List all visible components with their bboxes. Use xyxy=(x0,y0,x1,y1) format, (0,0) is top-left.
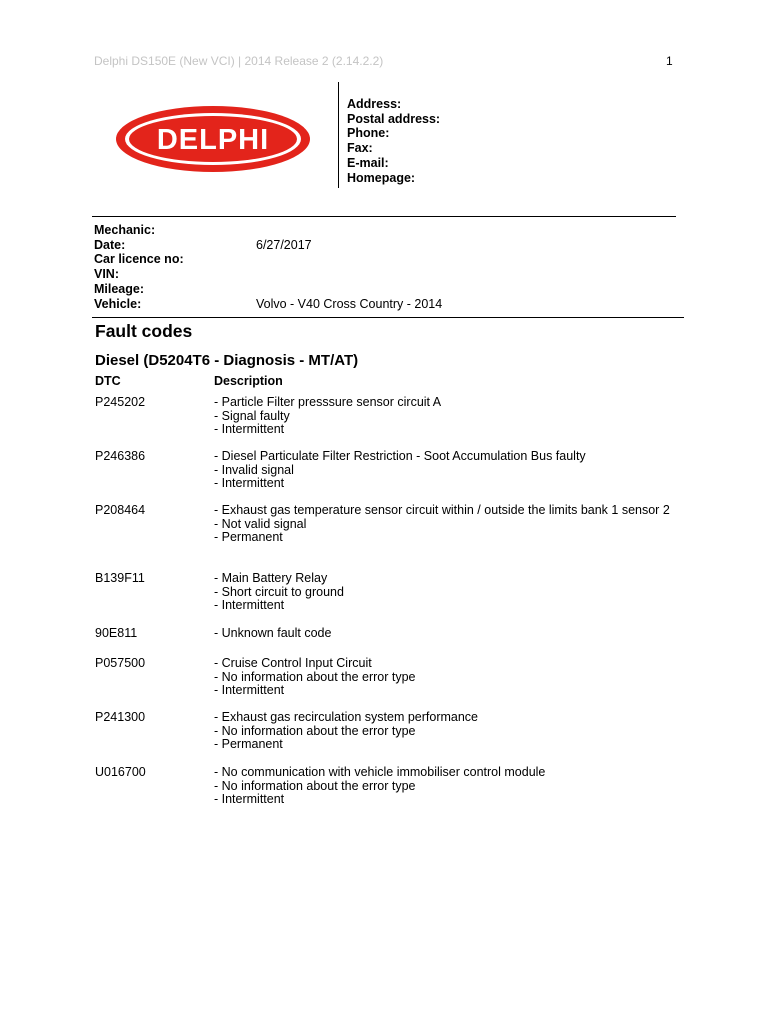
date-label: Date: xyxy=(94,237,126,252)
dtc-description xyxy=(214,766,684,807)
dtc-description xyxy=(214,711,684,752)
dtc-description xyxy=(214,627,684,641)
address-label: Address: xyxy=(347,97,402,111)
description-line: - Intermittent xyxy=(214,422,285,437)
vertical-divider xyxy=(338,82,339,188)
dtc-description xyxy=(214,450,684,491)
description-line: - Intermittent xyxy=(214,598,285,613)
vin-label: VIN: xyxy=(94,267,119,282)
logo-text: DELPHI xyxy=(156,124,270,156)
divider-top xyxy=(92,216,676,217)
divider-bottom xyxy=(92,317,684,318)
licence-label: Car licence no: xyxy=(94,252,184,267)
page-number: 1 xyxy=(666,54,673,68)
dtc-code: B139F11 xyxy=(95,571,145,585)
delphi-logo xyxy=(115,105,311,173)
dtc-column-header: DTC xyxy=(95,374,121,388)
homepage-label: Homepage: xyxy=(347,170,416,185)
description-line: - Main Battery Relay xyxy=(214,571,328,585)
dtc-code: 90E811 xyxy=(95,626,138,640)
description-line: - Invalid signal xyxy=(214,462,294,477)
description-line: - Intermittent xyxy=(214,476,285,491)
dtc-description xyxy=(214,396,684,437)
description-line: - Unknown fault code xyxy=(214,626,332,640)
email-label: E-mail: xyxy=(347,155,389,170)
description-line: - Cruise Control Input Circuit xyxy=(214,656,372,670)
description-line: - Exhaust gas temperature sensor circuit within / outside the limits bank 1 sensor 2 xyxy=(214,503,670,517)
description-column-header: Description xyxy=(214,374,283,388)
description-line: - Short circuit to ground xyxy=(214,584,344,599)
description-line: - Diesel Particulate Filter Restriction - Soot Accumulation Bus faulty xyxy=(214,449,586,463)
contact-block xyxy=(347,97,440,185)
mileage-label: Mileage: xyxy=(94,281,145,296)
dtc-code: P241300 xyxy=(95,710,146,724)
description-line: - Exhaust gas recirculation system performance xyxy=(214,710,478,724)
mechanic-label: Mechanic: xyxy=(94,223,156,237)
description-line: - Permanent xyxy=(214,530,283,545)
dtc-code: P057500 xyxy=(95,656,146,670)
phone-label: Phone: xyxy=(347,126,390,141)
dtc-code: P208464 xyxy=(95,503,146,517)
info-row-date xyxy=(94,238,684,253)
info-row-vin xyxy=(94,267,684,282)
description-line: - Permanent xyxy=(214,737,283,752)
dtc-description xyxy=(214,657,684,698)
description-line: - No communication with vehicle immobiliser control module xyxy=(214,765,546,779)
description-line: - Particle Filter presssure sensor circuit A xyxy=(214,395,442,409)
description-line: - Signal faulty xyxy=(214,408,290,423)
dtc-description xyxy=(214,504,684,545)
vehicle-value: Volvo - V40 Cross Country - 2014 xyxy=(256,296,443,311)
info-row-vehicle xyxy=(94,297,684,312)
description-line: - Not valid signal xyxy=(214,516,307,531)
description-line: - Intermittent xyxy=(214,683,285,698)
info-row-licence xyxy=(94,252,684,267)
info-row-mechanic xyxy=(94,223,684,238)
description-line: - No information about the error type xyxy=(214,669,416,684)
info-row-mileage xyxy=(94,282,684,297)
description-line: - No information about the error type xyxy=(214,723,416,738)
subsection-title: Diesel (D5204T6 - Diagnosis - MT/AT) xyxy=(95,352,359,369)
date-value: 6/27/2017 xyxy=(256,237,312,252)
description-line: - No information about the error type xyxy=(214,778,416,793)
document-header: Delphi DS150E (New VCI) | 2014 Release 2 (2.14.2.2) xyxy=(94,54,384,68)
dtc-code: P246386 xyxy=(95,449,146,463)
dtc-description xyxy=(214,572,684,613)
postal-address-label: Postal address: xyxy=(347,111,441,126)
dtc-code: U016700 xyxy=(95,765,146,779)
vehicle-info xyxy=(94,223,684,311)
section-title: Fault codes xyxy=(95,321,193,341)
vehicle-label: Vehicle: xyxy=(94,296,142,311)
fax-label: Fax: xyxy=(347,141,373,156)
description-line: - Intermittent xyxy=(214,792,285,807)
dtc-code: P245202 xyxy=(95,395,146,409)
